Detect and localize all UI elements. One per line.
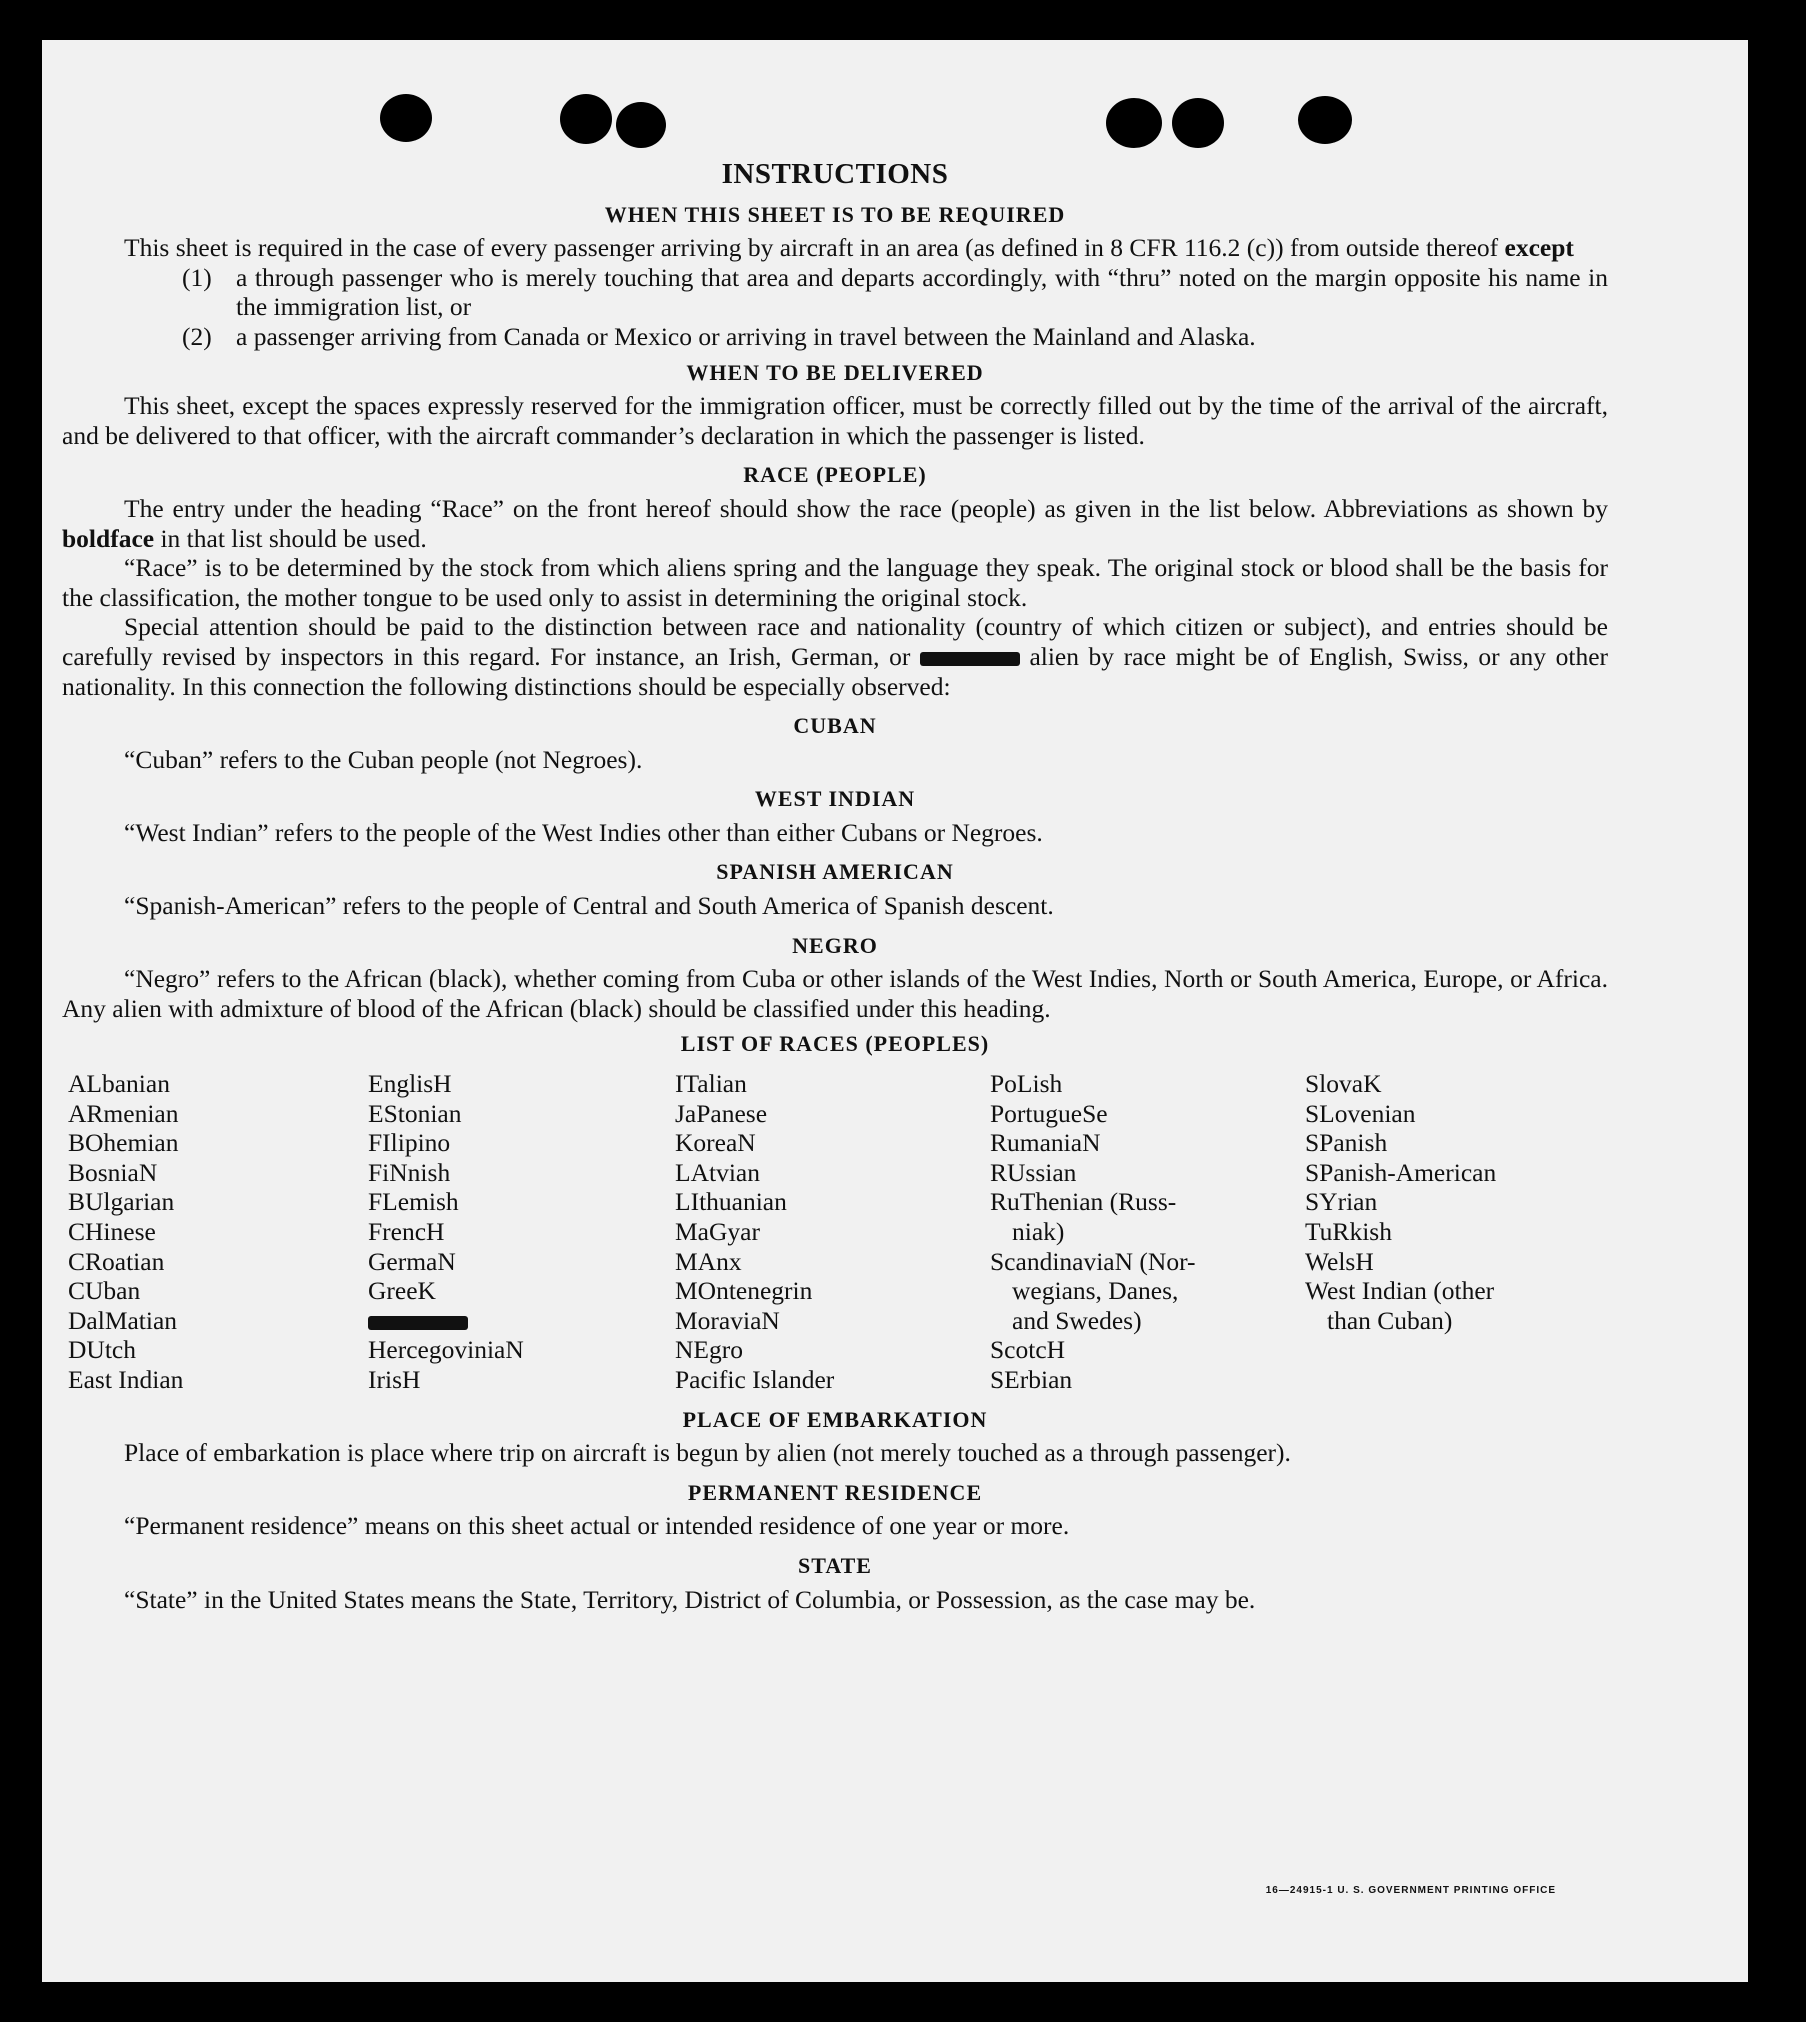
punch-hole (616, 102, 666, 148)
paragraph: The entry under the heading “Race” on the front hereof should show the race (people) as given in the list below. Abbreviations as shown by boldface in that list should be used. (62, 493, 1608, 553)
paragraph: “West Indian” refers to the people of the West Indies other than either Cubans or Negroes. (124, 817, 1043, 847)
redaction-mark (920, 652, 1020, 666)
redacted-entry (368, 1306, 675, 1336)
printer-imprint: 16—24915-1 U. S. GOVERNMENT PRINTING OFFICE (1265, 1885, 1556, 1896)
race-column: PoLish PortugueSe RumaniaN RUssian RuThenian (Russ- niak) ScandinaviaN (Nor- wegians, Danes, and Swedes) ScotcH SErbian (990, 1069, 1196, 1394)
paragraph: “Spanish-American” refers to the people of Central and South America of Spanish descent. (124, 891, 1054, 921)
punch-hole (560, 94, 612, 144)
punch-hole (1172, 98, 1224, 148)
race-column: ALbanian ARmenian BOhemian BosniaN BUlgarian CHinese CRoatian CUban DalMatian DUtch East Indian (68, 1069, 184, 1394)
paragraph: “Permanent residence” means on this sheet actual or intended residence of one year or more. (124, 1511, 1070, 1541)
section-heading: PLACE OF EMBARKATION (682, 1406, 988, 1432)
section-heading: WHEN THIS SHEET IS TO BE REQUIRED (604, 201, 1066, 227)
list-item: (2) a passenger arriving from Canada or Mexico or arriving in travel between the Mainland and Alaska. (182, 321, 1256, 351)
section-heading: STATE (798, 1552, 872, 1578)
paragraph: This sheet is required in the case of every passenger arriving by aircraft in an area (as defined in 8 CFR 116.2 (c)) from outside thereof except (124, 233, 1574, 263)
paragraph: “Race” is to be determined by the stock from which aliens spring and the language they speak. The original stock or blood shall be the basis for the classification, the mother tongue to be used only to assist in determining the original stock. (62, 553, 1608, 612)
page-title: INSTRUCTIONS (721, 158, 949, 190)
paragraph: “Cuban” refers to the Cuban people (not Negroes). (124, 744, 643, 774)
section-heading: CUBAN (793, 713, 877, 739)
punch-hole (1298, 96, 1352, 144)
race-column: SlovaK SLovenian SPanish SPanish-American SYrian TuRkish WelsH West Indian (other than Cuban) (1305, 1069, 1497, 1335)
section-heading: RACE (PEOPLE) (743, 462, 927, 488)
paragraph: “Negro” refers to the African (black), whether coming from Cuba or other islands of the West Indies, North or South America, Europe, or Africa. Any alien with admixture of blood of the African (black) should be classified under this heading. (62, 964, 1608, 1023)
race-list (68, 1069, 1608, 1395)
document-sheet (42, 40, 1748, 1982)
section-heading: WHEN TO BE DELIVERED (686, 359, 984, 385)
list-item: (1) a through passenger who is merely touching that area and departs accordingly, with “thru” noted on the margin opposite his name in the immigration list, or (182, 262, 1608, 322)
section-heading: WEST INDIAN (754, 786, 916, 812)
race-column: EnglisH EStonian FIlipino FiNnish FLemish FrencH GermaN GreeK HercegoviniaN IrisH (368, 1069, 675, 1395)
paragraph: Special attention should be paid to the distinction between race and nationality (country of which citizen or subject), and entries should be carefully revised by inspectors in this regard. For instance, an Irish, German, or alien by race might be of English, Swiss, or any other nationality. In this connection the following distinctions should be especially observed: (62, 612, 1609, 701)
section-heading: SPANISH AMERICAN (716, 859, 954, 885)
race-column: ITalian JaPanese KoreaN LAtvian LIthuanian MaGyar MAnx MOntenegrin MoraviaN NEgro Pacific Islander (675, 1069, 835, 1394)
paragraph: Place of embarkation is place where trip on aircraft is begun by alien (not merely touched as a through passenger). (124, 1438, 1291, 1468)
punch-hole (380, 94, 432, 142)
section-heading: PERMANENT RESIDENCE (687, 1479, 983, 1505)
paragraph: “State” in the United States means the State, Territory, District of Columbia, or Possession, as the case may be. (124, 1584, 1256, 1614)
punch-hole (1106, 98, 1162, 148)
section-heading: NEGRO (792, 932, 878, 958)
paragraph: This sheet, except the spaces expressly reserved for the immigration officer, must be correctly filled out by the time of the arrival of the aircraft, and be delivered to that officer, with the aircraft commander’s declaration in which the passenger is listed. (62, 391, 1608, 450)
instructions-content (62, 160, 1608, 1614)
section-heading: LIST OF RACES (PEOPLES) (680, 1031, 990, 1057)
